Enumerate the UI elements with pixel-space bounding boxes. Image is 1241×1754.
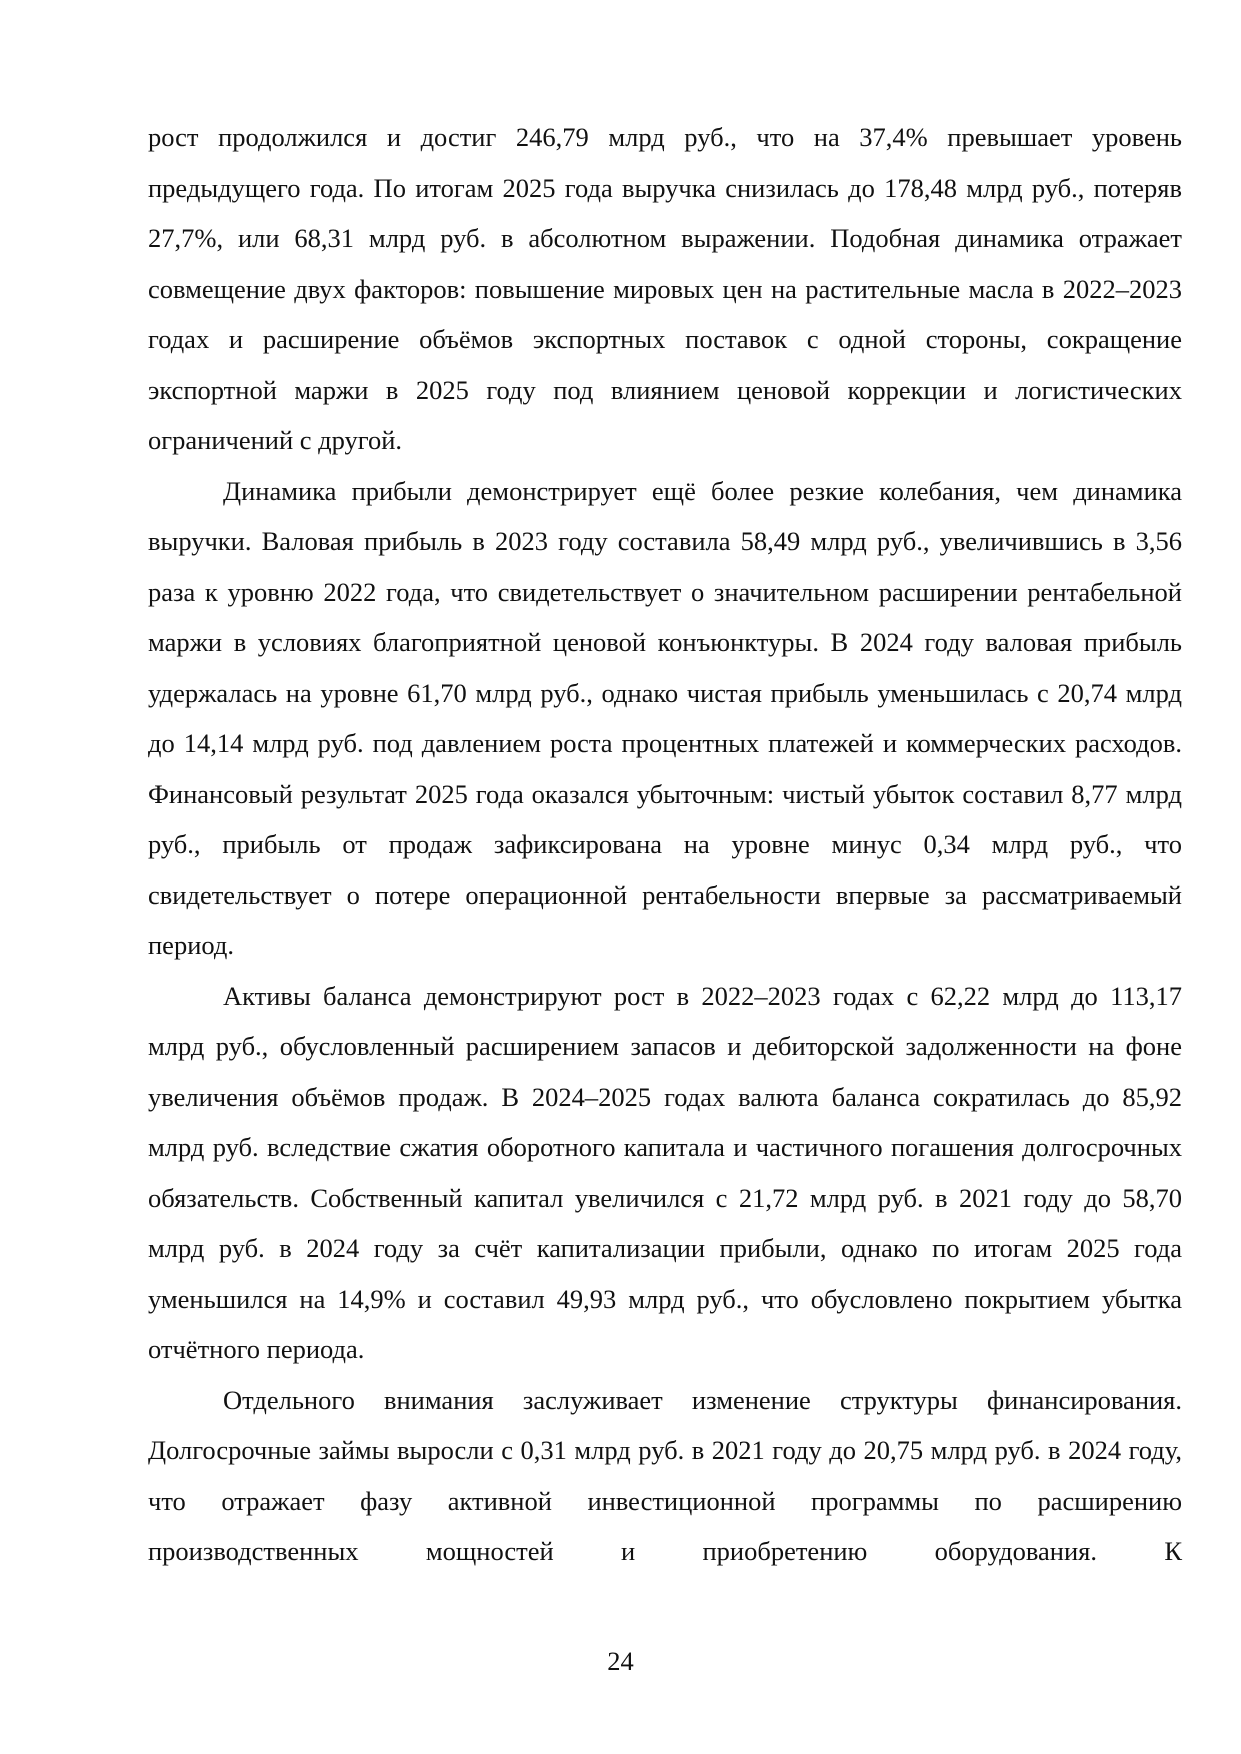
- paragraph-financing-structure: Отдельного внимания заслуживает изменение структуры финансирования. Долгосрочные займы выросли с 0,31 млрд руб. в 2021 году до 20,75 млрд руб. в 2024 году, что отражает фазу активной инвестиционной программы по расширению производственных мощностей и приобретению оборудования. К: [148, 1384, 1182, 1566]
- paragraph-revenue-dynamics: рост продолжился и достиг 246,79 млрд руб., что на 37,4% превышает уровень предыдущего года. По итогам 2025 года выручка снизилась до 178,48 млрд руб., потеряв 27,7%, или 68,31 млрд руб. в абсолютном выражении. Подобная динамика отражает совмещение двух факторов: повышение мировых цен на растительные масла в 2022–2023 годах и расширение объёмов экспортных поставок с одной стороны, сокращение экспортной маржи в 2025 году под влиянием ценовой коррекции и логистических ограничений с другой.: [148, 122, 1182, 455]
- text-body: [148, 112, 1182, 1577]
- paragraph-profit-dynamics: Динамика прибыли демонстрирует ещё более резкие колебания, чем динамика выручки. Валовая прибыль в 2023 году составила 58,49 млрд руб., увеличившись в 3,56 раза к уровню 2022 года, что свидетельствует о значительном расширении рентабельной маржи в условиях благоприятной ценовой конъюнктуры. В 2024 году валовая прибыль удержалась на уровне 61,70 млрд руб., однако чистая прибыль уменьшилась с 20,74 млрд до 14,14 млрд руб. под давлением роста процентных платежей и коммерческих расходов. Финансовый результат 2025 года оказался убыточным: чистый убыток составил 8,77 млрд руб., прибыль от продаж зафиксирована на уровне минус 0,34 млрд руб., что свидетельствует о потере операционной рентабельности впервые за рассматриваемый период.: [148, 475, 1182, 960]
- page-number: 24: [607, 1646, 634, 1676]
- paragraph-balance-assets: Активы баланса демонстрируют рост в 2022–2023 годах с 62,22 млрд до 113,17 млрд руб., обусловленный расширением запасов и дебиторской задолженности на фоне увеличения объёмов продаж. В 2024–2025 годах валюта баланса сократилась до 85,92 млрд руб. вследствие сжатия оборотного капитала и частичного погашения долгосрочных обязательств. Собственный капитал увеличился с 21,72 млрд руб. в 2021 году до 58,70 млрд руб. в 2024 году за счёт капитализации прибыли, однако по итогам 2025 года уменьшился на 14,9% и составил 49,93 млрд руб., что обусловлено покрытием убытка отчётного периода.: [148, 980, 1182, 1364]
